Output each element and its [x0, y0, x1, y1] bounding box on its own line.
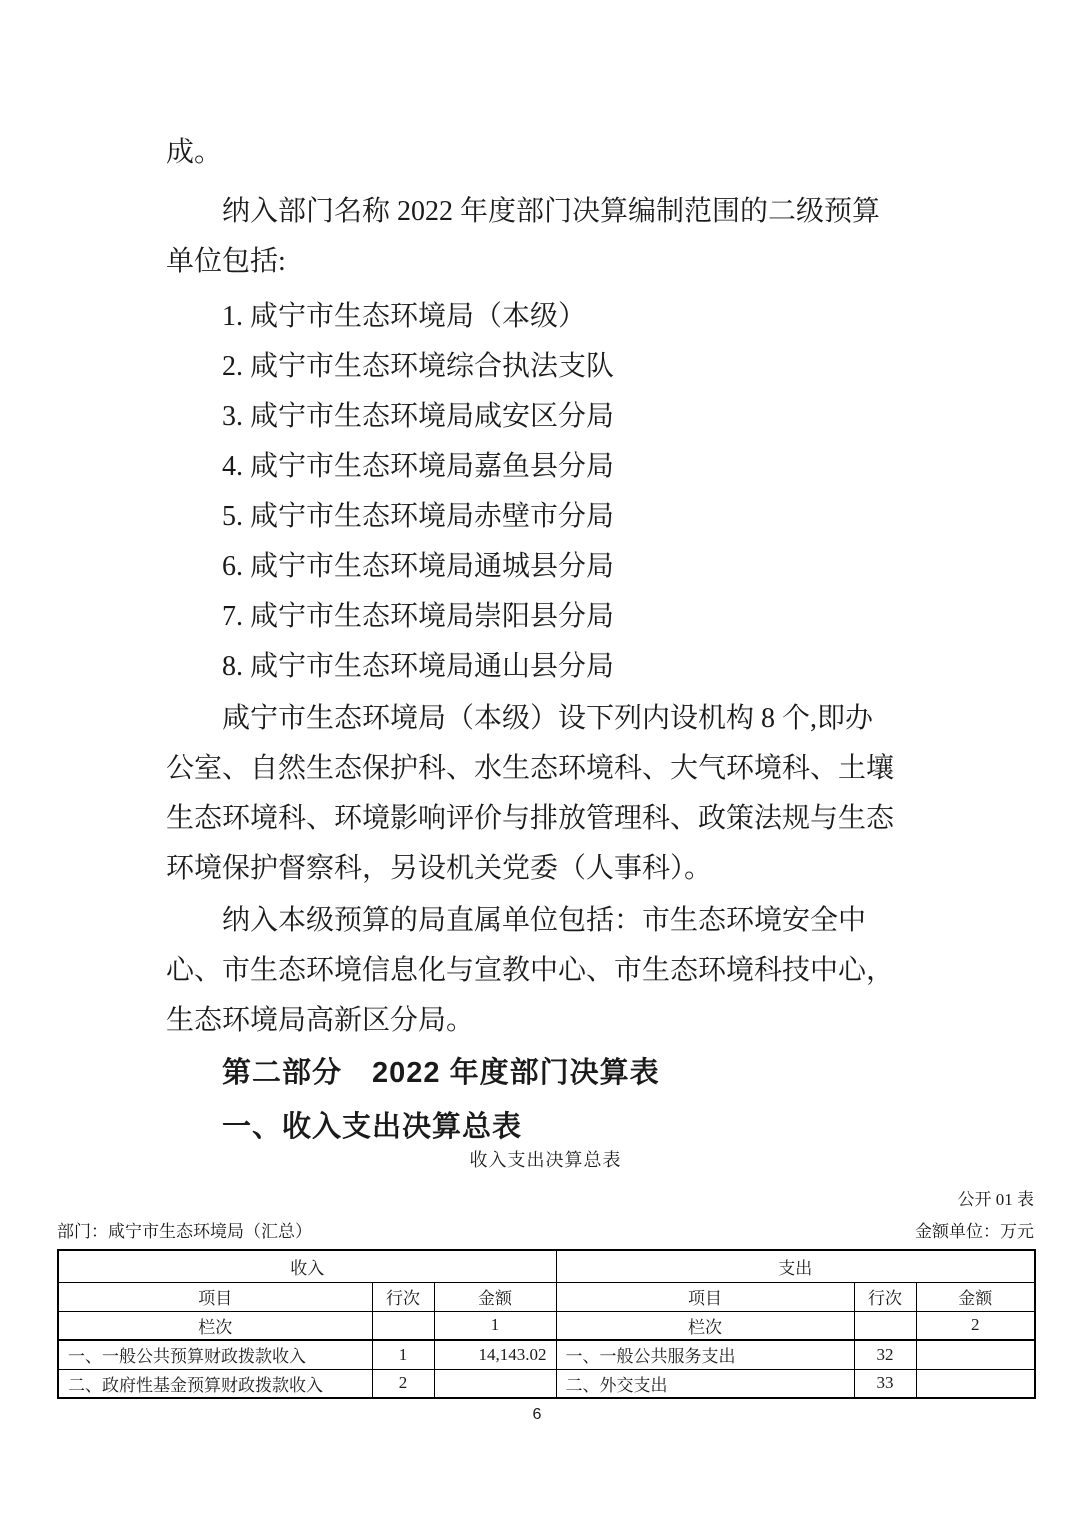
paragraph-line: 咸宁市生态环境局（本级）设下列内设机构 8 个,即办: [222, 703, 874, 734]
unit-list-item: 8. 咸宁市生态环境局通山县分局: [222, 651, 615, 682]
table-cell: [854, 1311, 916, 1340]
table-row: [58, 1250, 1035, 1282]
table-cell-header: 项目: [58, 1282, 372, 1311]
paragraph-line: 心、市生态环境信息化与宣教中心、市生态环境科技中心，: [166, 955, 895, 986]
section1-heading: 一、收入支出决算总表: [222, 1111, 523, 1143]
table-row: [58, 1340, 1035, 1369]
paragraph-line: 生态环境科、环境影响评价与排放管理科、政策法规与生态: [166, 803, 895, 834]
table-cell: 2: [916, 1311, 1035, 1340]
table-cell: [372, 1311, 434, 1340]
table-title: 收入支出决算总表: [469, 1150, 622, 1170]
document-body: [166, 128, 910, 1152]
table-row: [58, 1369, 1035, 1398]
paragraph-line: 公室、自然生态保护科、水生态环境科、大气环境科、土壤: [166, 753, 895, 784]
table-cell: 14,143.02: [434, 1340, 556, 1369]
unit-list-item: 7. 咸宁市生态环境局崇阳县分局: [222, 601, 615, 632]
table-cell: [434, 1369, 556, 1398]
paragraph-line: 单位包括:: [166, 246, 286, 277]
table-cell: [916, 1369, 1035, 1398]
paragraph-line: 环境保护督察科，另设机关党委（人事科）。: [166, 853, 713, 884]
paragraph-closing-line: 成。: [166, 137, 223, 168]
table-cell: 32: [854, 1340, 916, 1369]
paragraph-internal-orgs: [166, 694, 910, 894]
unit-list-item: 2. 咸宁市生态环境综合执法支队: [222, 351, 615, 382]
unit-list-item: 6. 咸宁市生态环境局通城县分局: [222, 551, 615, 582]
table-dept-label: 部门：咸宁市生态环境局（汇总）: [57, 1222, 312, 1241]
paragraph-intro: [166, 187, 910, 287]
budget-table: [57, 1249, 1036, 1399]
part2-heading: 第二部分 2022 年度部门决算表: [222, 1057, 660, 1089]
page-number: 6: [532, 1406, 542, 1423]
table-row: [58, 1311, 1035, 1340]
table-cell-header: 行次: [372, 1282, 434, 1311]
table-cell: 33: [854, 1369, 916, 1398]
table-cell: 一、一般公共服务支出: [556, 1340, 854, 1369]
table-cell: [916, 1340, 1035, 1369]
table-cell: 2: [372, 1369, 434, 1398]
table-cell-header: 金额: [434, 1282, 556, 1311]
table-cell-header: 行次: [854, 1282, 916, 1311]
table-cell-header: 项目: [556, 1282, 854, 1311]
table-cell: 一、一般公共预算财政拨款收入: [58, 1340, 372, 1369]
table-cell-header: 金额: [916, 1282, 1035, 1311]
budget-unit-list: [166, 292, 910, 692]
table-doc-label: 公开 01 表: [957, 1190, 1034, 1209]
paragraph-line: 纳入部门名称 2022 年度部门决算编制范围的二级预算: [222, 196, 881, 227]
unit-list-item: 1. 咸宁市生态环境局（本级）: [222, 301, 587, 332]
table-cell: 栏次: [556, 1311, 854, 1340]
unit-list-item: 4. 咸宁市生态环境局嘉鱼县分局: [222, 451, 615, 482]
table-cell: 二、外交支出: [556, 1369, 854, 1398]
table-cell: 栏次: [58, 1311, 372, 1340]
table-meta-row: [57, 1217, 1034, 1242]
table-unit-label: 金额单位：万元: [915, 1222, 1034, 1241]
table-cell-expense-group: 支出: [556, 1250, 1035, 1282]
table-row: [58, 1282, 1035, 1311]
table-cell-income-group: 收入: [58, 1250, 556, 1282]
unit-list-item: 3. 咸宁市生态环境局咸安区分局: [222, 401, 615, 432]
paragraph-affiliated-units: [166, 896, 910, 1046]
paragraph-line: 生态环境局高新区分局。: [166, 1005, 475, 1036]
unit-list-item: 5. 咸宁市生态环境局赤壁市分局: [222, 501, 615, 532]
table-cell: 1: [372, 1340, 434, 1369]
budget-table-section: [57, 1146, 1034, 1399]
paragraph-line: 纳入本级预算的局直属单位包括：市生态环境安全中: [222, 905, 867, 936]
table-cell: 1: [434, 1311, 556, 1340]
table-cell: 二、政府性基金预算财政拨款收入: [58, 1369, 372, 1398]
